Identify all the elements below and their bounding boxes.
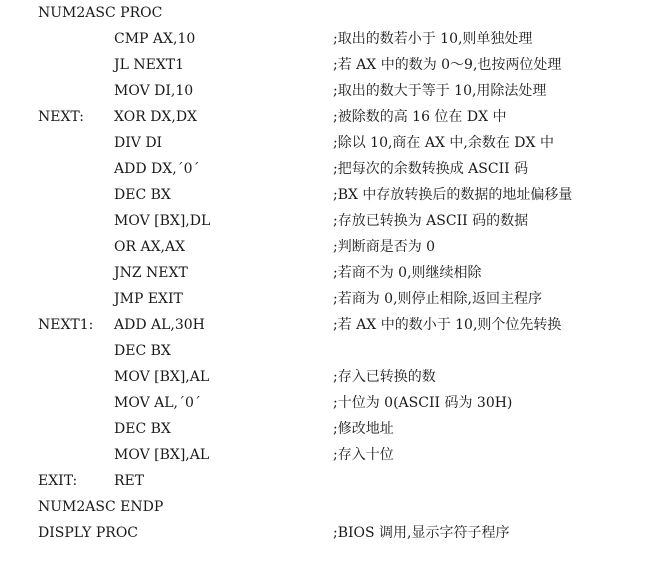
code-line xyxy=(0,104,652,130)
line-comment: ;存放已转换为 ASCII 码的数据 xyxy=(333,213,529,229)
code-line xyxy=(0,468,652,494)
code-line xyxy=(0,260,652,286)
line-instruction: CMP AX,10 xyxy=(114,31,196,47)
line-instruction: OR AX,AX xyxy=(114,239,186,255)
code-line xyxy=(0,156,652,182)
line-comment: ;若商不为 0,则继续相除 xyxy=(333,265,482,281)
line-comment: ;判断商是否为 0 xyxy=(333,239,436,255)
line-instruction: DIV DI xyxy=(114,135,163,151)
line-instruction: JMP EXIT xyxy=(114,291,183,307)
line-instruction: ADD AL,30H xyxy=(114,317,205,333)
code-line xyxy=(0,364,652,390)
code-line xyxy=(0,494,652,520)
line-label: EXIT: xyxy=(38,473,78,489)
line-comment: ;若商为 0,则停止相除,返回主程序 xyxy=(333,291,542,307)
line-instruction: MOV [BX],AL xyxy=(114,447,210,463)
line-comment: ;修改地址 xyxy=(333,421,394,437)
code-line xyxy=(0,312,652,338)
line-comment: ;BIOS 调用,显示字符子程序 xyxy=(333,525,510,541)
line-label: NEXT: xyxy=(38,109,84,125)
line-instruction: JNZ NEXT xyxy=(114,265,188,281)
code-line xyxy=(0,208,652,234)
line-instruction: MOV [BX],AL xyxy=(114,369,210,385)
line-instruction: DEC BX xyxy=(114,343,171,359)
line-instruction: RET xyxy=(114,473,145,489)
code-line xyxy=(0,286,652,312)
line-instruction: JL NEXT1 xyxy=(114,57,185,73)
code-line xyxy=(0,182,652,208)
line-comment: ;若 AX 中的数小于 10,则个位先转换 xyxy=(333,317,562,333)
line-label: NEXT1: xyxy=(38,317,94,333)
line-instruction: DEC BX xyxy=(114,187,171,203)
code-line xyxy=(0,442,652,468)
code-line xyxy=(0,520,652,546)
code-line xyxy=(0,130,652,156)
code-line xyxy=(0,0,652,26)
code-line xyxy=(0,234,652,260)
code-line xyxy=(0,26,652,52)
line-comment: ;被除数的高 16 位在 DX 中 xyxy=(333,109,507,125)
code-line xyxy=(0,416,652,442)
code-line xyxy=(0,338,652,364)
line-comment: ;存入十位 xyxy=(333,447,394,463)
code-line xyxy=(0,78,652,104)
line-comment: ;取出的数若小于 10,则单独处理 xyxy=(333,31,533,47)
line-instruction: XOR DX,DX xyxy=(114,109,198,125)
line-comment: ;取出的数大于等于 10,用除法处理 xyxy=(333,83,547,99)
code-line xyxy=(0,390,652,416)
line-instruction: MOV [BX],DL xyxy=(114,213,211,229)
line-instruction: MOV DI,10 xyxy=(114,83,194,99)
line-comment: ;若 AX 中的数为 0～9,也按两位处理 xyxy=(333,57,562,73)
line-label: DISPLY PROC xyxy=(38,525,139,541)
line-instruction: MOV AL,´0´ xyxy=(114,395,201,411)
line-label: NUM2ASC ENDP xyxy=(38,499,164,515)
line-comment: ;BX 中存放转换后的数据的地址偏移量 xyxy=(333,187,573,203)
line-instruction: DEC BX xyxy=(114,421,171,437)
line-instruction: ADD DX,´0´ xyxy=(114,161,200,177)
line-comment: ;存入已转换的数 xyxy=(333,369,436,385)
line-comment: ;十位为 0(ASCII 码为 30H) xyxy=(333,395,513,411)
line-comment: ;除以 10,商在 AX 中,余数在 DX 中 xyxy=(333,135,554,151)
line-label: NUM2ASC PROC xyxy=(38,5,163,21)
code-line xyxy=(0,52,652,78)
line-comment: ;把每次的余数转换成 ASCII 码 xyxy=(333,161,529,177)
